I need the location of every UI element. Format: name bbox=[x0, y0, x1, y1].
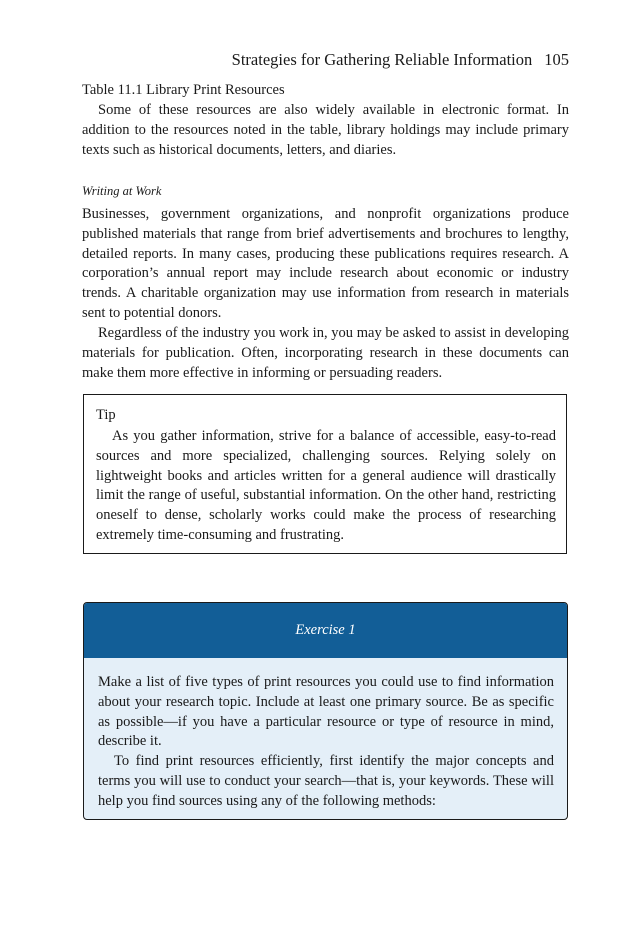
exercise-title: Exercise 1 bbox=[295, 622, 356, 638]
intro-paragraph: Some of these resources are also widely available in electronic format. In addition to the resources noted in the table, library holdings may include primary texts such as historical documents, letters, and diaries. bbox=[82, 102, 569, 158]
tip-box bbox=[83, 394, 567, 554]
exercise-box bbox=[83, 602, 568, 820]
page-number: 105 bbox=[544, 50, 569, 69]
tip-text: As you gather information, strive for a balance of accessible, easy-to-read sources and more specialized, challenging sources. Relying solely on lightweight books and articles written for a general audience will drastically limit the range of useful, substantial information. On the other hand, restricting oneself to dense, scholarly works could make the process of researching extremely time-consuming and frustrating. bbox=[96, 428, 556, 543]
writing-at-work-paragraph-1: Businesses, government organizations, and nonprofit organizations produce published materials that range from brief advertisements and brochures to lengthy, detailed reports. In many cases, producing these publications requires research. A corporation’s annual report may include research about economic or industry trends. A charitable organization may use information from research in materials sent to potential donors. bbox=[82, 206, 569, 321]
tip-label: Tip bbox=[96, 407, 116, 423]
table-caption: Table 11.1 Library Print Resources bbox=[82, 82, 285, 98]
exercise-paragraph-1: Make a list of five types of print resources you could use to find information about your research topic. Include at least one primary source. Be as specific as possible—if you have a particular resource or type of resource in mind, describe it. bbox=[98, 674, 554, 750]
exercise-paragraph-2: To find print resources efficiently, first identify the major concepts and terms you will use to conduct your search—that is, your keywords. These will help you find sources using any of the following methods: bbox=[98, 753, 554, 809]
writing-at-work-label: Writing at Work bbox=[82, 184, 162, 198]
running-title: Strategies for Gathering Reliable Information bbox=[231, 50, 533, 69]
writing-at-work-paragraph-2: Regardless of the industry you work in, you may be asked to assist in developing materials for publication. Often, incorporating research in these documents can make them more effective in informing or persuading readers. bbox=[82, 325, 569, 381]
exercise-header bbox=[84, 603, 567, 658]
running-header bbox=[82, 50, 569, 74]
